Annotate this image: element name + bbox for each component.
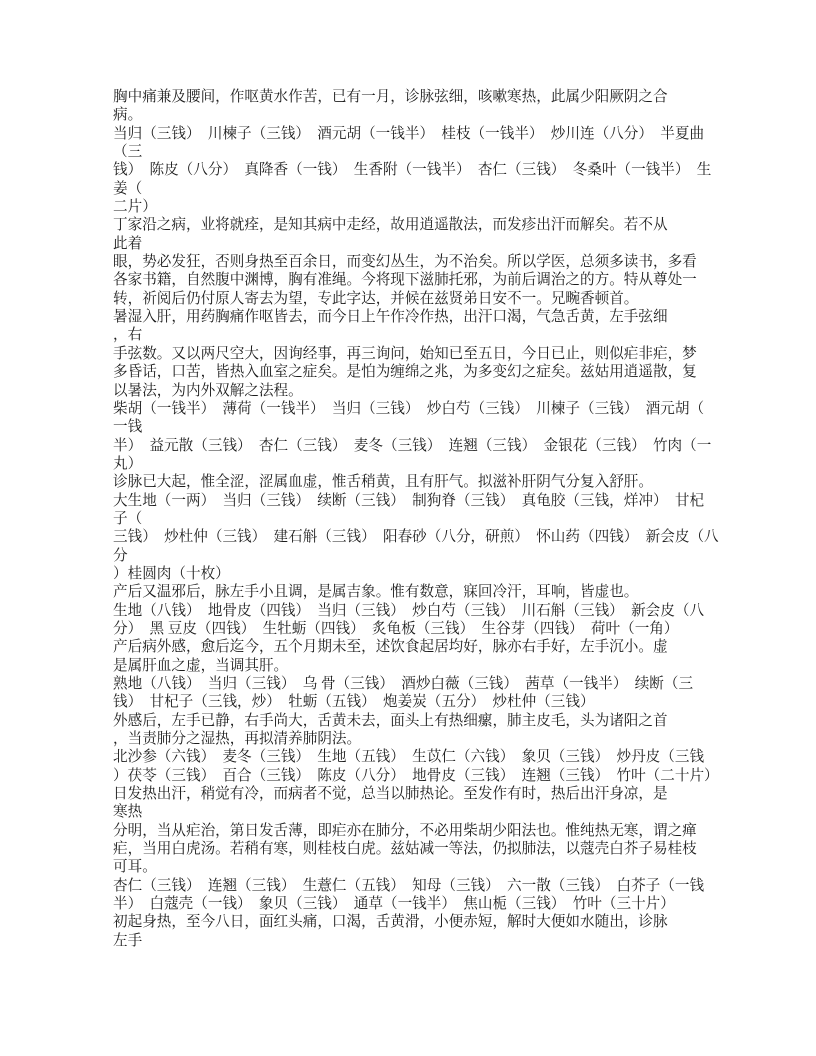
text-line: 北沙参（六钱） 麦冬（三钱） 生地（五钱） 生苡仁（六钱） 象贝（三钱） 炒丹皮（三钱 — [113, 749, 705, 766]
text-line: 一钱 — [113, 419, 143, 436]
text-line: 钱） 陈皮（八分） 真降香（一钱） 生香附（一钱半） 杏仁（三钱） 冬桑叶（一钱半） 生 — [113, 162, 712, 179]
text-line: 疟，当用白虎汤。若稍有寒，则桂枝白虎。兹姑减一等法，仍拟肺法，以蔻壳白芥子易桂枝 — [113, 841, 697, 858]
text-line: 胸中痛兼及腰间，作呕黄水作苦，已有一月，诊脉弦细，咳嗽寒热，此属少阳厥阴之合 — [113, 89, 668, 105]
text-line: 诊脉已大起，惟全涩，涩属血虚，惟舌稍黄，且有肝气。拟滋补肝阴气分复入舒肝。 — [113, 474, 653, 491]
text-line: 初起身热，至今八日，面红头痛，口渴，舌黄滑，小便赤短，解时大便如水随出，诊脉 — [113, 914, 668, 931]
text-line: 转，祈阅后仍付原人寄去为望，专此字达，并候在兹贤弟日安不一。兄畹香顿首。 — [113, 290, 639, 307]
text-line: 半） 白蔻壳（一钱） 象贝（三钱） 通草（一钱半） 焦山栀（三钱） 竹叶（三十片） — [113, 896, 675, 913]
text-line: 二片） — [113, 199, 157, 216]
text-line: 左手 — [113, 932, 143, 949]
text-line: 熟地（八钱） 当归（三钱） 乌 骨（三钱） 酒炒白薇（三钱） 茜草（一钱半） 续断（三 — [113, 676, 694, 692]
text-line: 子（ — [113, 510, 143, 527]
text-line: 产后病外感，愈后迄今，五个月期未至，述饮食起居均好，脉亦右手好，左手沉小。虚 — [113, 639, 668, 656]
text-line: 分 — [113, 547, 128, 564]
text-line: ，当责肺分之湿热，再拟清养肺阴法。 — [113, 731, 362, 748]
text-line: 大生地（一两） 当归（三钱） 续断（三钱） 制狗脊（三钱） 真龟胶（三钱，烊冲） 甘杞 — [113, 492, 705, 509]
text-line: 分明，当从疟治，第日发舌薄，即疟亦在肺分，不必用柴胡少阳法也。惟纯热无寒，谓之瘅 — [113, 822, 697, 839]
text-line: 各家书籍，自然腹中渊博，胸有准绳。今将现下滋肺托邪，为前后调治之的方。特从尊处一 — [113, 272, 697, 289]
text-line: 分） 黑 豆皮（四钱） 生牡蛎（四钱） 炙龟板（三钱） 生谷芽（四钱） 荷叶（一角） — [113, 620, 679, 637]
document-text-block — [113, 88, 719, 950]
text-line: 是属肝血之虚，当调其肝。 — [113, 657, 289, 674]
text-line: ）茯苓（三钱） 百合（三钱） 陈皮（八分） 地骨皮（三钱） 连翘（三钱） 竹叶（二十片） — [113, 767, 719, 784]
text-line: 此着 — [113, 235, 143, 252]
text-line: 丸） — [113, 455, 143, 472]
text-line: 可耳。 — [113, 859, 157, 876]
text-line: 外感后，左手已静，右手尚大，舌黄未去，面头上有热细瘰，肺主皮毛，头为诸阳之首 — [113, 712, 668, 729]
text-line: ）桂圆肉（十枚） — [113, 565, 230, 582]
text-line: 半） 益元散（三钱） 杏仁（三钱） 麦冬（三钱） 连翘（三钱） 金银花（三钱） 竹肉（一 — [113, 437, 712, 454]
text-line: 病。 — [113, 107, 143, 124]
text-line: 姜（ — [113, 180, 143, 197]
text-line: 丁家沿之病，业将就痊，是知其病中走经，故用逍遥散法，而发疹出汗而解矣。若不从 — [113, 217, 668, 234]
text-line: 多昏话，口苦，皆热入血室之症矣。是怕为缠绵之兆，为多变幻之症矣。兹姑用逍遥散，复 — [113, 364, 697, 381]
text-line: 当归（三钱） 川楝子（三钱） 酒元胡（一钱半） 桂枝（一钱半） 炒川连（八分） 半夏曲 — [113, 125, 705, 142]
text-line: 三钱） 炒杜仲（三钱） 建石斛（三钱） 阳春砂（八分，研煎） 怀山药（四钱） 新会皮（八 — [113, 529, 719, 546]
text-line: 寒热 — [113, 804, 143, 821]
text-line: 日发热出汗，稍觉有冷，而病者不觉，总当以肺热论。至发作有时，热后出汗身凉，是 — [113, 786, 668, 803]
text-line: 生地（八钱） 地骨皮（四钱） 当归（三钱） 炒白芍（三钱） 川石斛（三钱） 新会皮（八 — [113, 602, 705, 619]
text-line: 钱） 甘杞子（三钱，炒） 牡蛎（五钱） 炮姜炭（五分） 炒杜仲（三钱） — [113, 694, 595, 711]
text-line: 杏仁（三钱） 连翘（三钱） 生薏仁（五钱） 知母（三钱） 六一散（三钱） 白芥子（一钱 — [113, 877, 705, 894]
text-line: 以暑法，为内外双解之法程。 — [113, 382, 303, 399]
text-line: 柴胡（一钱半） 薄荷（一钱半） 当归（三钱） 炒白芍（三钱） 川楝子（三钱） 酒元胡（ — [113, 400, 705, 417]
text-line: 暑湿入肝，用药胸痛作呕皆去，而今日上午作冷作热，出汗口渴，气急舌黄，左手弦细 — [113, 309, 668, 326]
text-line: ，右 — [113, 327, 143, 344]
text-line: 手弦数。又以两尺空大，因询经事，再三询问，始知已至五日，今日已止，则似疟非疟，梦 — [113, 345, 697, 362]
text-line: 眼，势必发狂，否则身热至百余日，而变幻丛生，为不治矣。所以学医，总须多读书，多看 — [113, 254, 697, 271]
text-line: 产后又温邪后，脉左手小且调，是属吉象。惟有数意，寐回冷汗，耳响，皆虚也。 — [113, 584, 639, 601]
text-line: （三 — [113, 144, 143, 161]
